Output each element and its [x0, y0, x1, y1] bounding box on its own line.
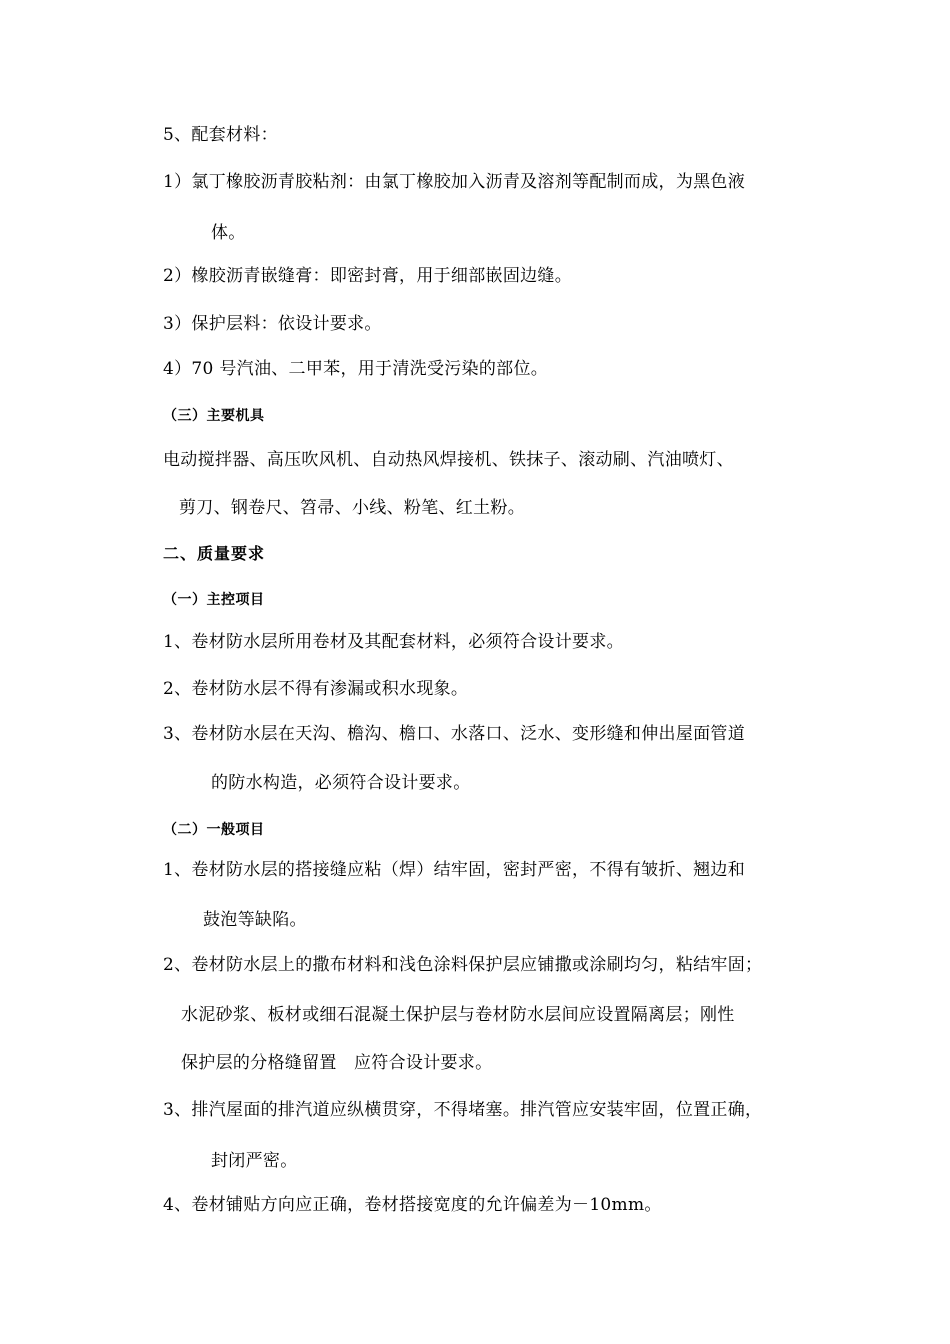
general-item-2-cont-a: 水泥砂浆、板材或细石混凝土保护层与卷材防水层间应设置隔离层；刚性	[181, 1005, 735, 1025]
general-item-3: 3、排汽屋面的排汽道应纵横贯穿，不得堵塞。排汽管应安装牢固，位置正确，	[163, 1100, 763, 1120]
tools-heading: （三）主要机具	[163, 408, 265, 424]
materials-heading: 5、配套材料：	[163, 125, 278, 145]
material-item-1: 1）氯丁橡胶沥青胶粘剂：由氯丁橡胶加入沥青及溶剂等配制而成，为黑色液	[163, 172, 746, 192]
general-item-1: 1、卷材防水层的搭接缝应粘（焊）结牢固，密封严密，不得有皱折、翘边和	[163, 860, 746, 880]
material-item-4: 4）70 号汽油、二甲苯，用于清洗受污染的部位。	[163, 359, 549, 379]
tools-list-cont: 剪刀、钢卷尺、笤帚、小线、粉笔、红土粉。	[179, 498, 525, 518]
main-control-item-2: 2、卷材防水层不得有渗漏或积水现象。	[163, 679, 469, 699]
material-item-2: 2）橡胶沥青嵌缝膏：即密封膏，用于细部嵌固边缝。	[163, 266, 573, 286]
general-item-3-cont: 封闭严密。	[211, 1151, 298, 1171]
material-item-3: 3）保护层料：依设计要求。	[163, 314, 382, 334]
quality-heading: 二、质量要求	[163, 544, 266, 563]
general-heading: （二）一般项目	[163, 822, 265, 838]
main-control-item-3-cont: 的防水构造，必须符合设计要求。	[211, 773, 471, 793]
main-control-item-3: 3、卷材防水层在天沟、檐沟、檐口、水落口、泛水、变形缝和伸出屋面管道	[163, 724, 746, 744]
general-item-2: 2、卷材防水层上的撒布材料和浅色涂料保护层应铺撒或涂刷均匀，粘结牢固；	[163, 955, 763, 975]
tools-list: 电动搅拌器、高压吹风机、自动热风焊接机、铁抹子、滚动刷、汽油喷灯、	[163, 450, 734, 470]
general-item-2-cont-b: 保护层的分格缝留置 应符合设计要求。	[181, 1053, 493, 1073]
general-item-4: 4、卷材铺贴方向应正确，卷材搭接宽度的允许偏差为－10mm。	[163, 1195, 662, 1215]
main-control-heading: （一）主控项目	[163, 592, 265, 608]
main-control-item-1: 1、卷材防水层所用卷材及其配套材料，必须符合设计要求。	[163, 632, 624, 652]
material-item-1-cont: 体。	[211, 223, 246, 243]
general-item-1-cont: 鼓泡等缺陷。	[203, 910, 307, 930]
